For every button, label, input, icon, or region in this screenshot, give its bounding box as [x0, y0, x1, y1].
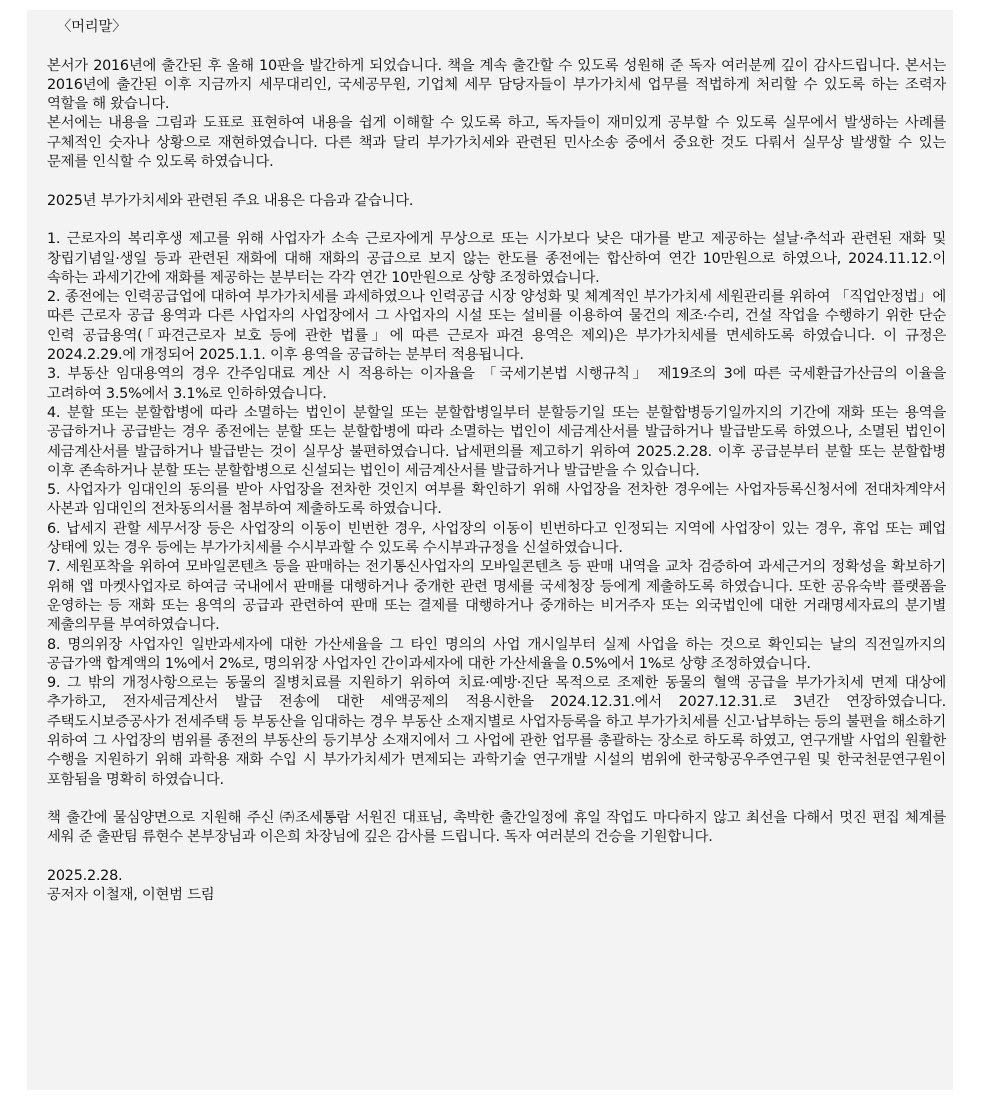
revision-item-9: 9. 그 밖의 개정사항으로는 동물의 질병치료를 지원하기 위하여 치료·예방·진단 목적으로 조제한 동물의 혈액 공급을 부가가치세 면제 대상에 추가하고, 전자세금계산서 발급 전송에 대한 세액공제의 적용시한을 2024.12.31.에서 2027.12.31.로 3년간 연장하였습니다. 주택도시보증공사가 전세주택 등 부동산을 임대하는 경우 부동산 소재지별로 사업자등록을 하고 부가가치세를 신고·납부하는 등의 불편을 해소하기 위하여 그 사업장의 범위를 종전의 부동산의 등기부상 소재지에서 그 사업에 관한 업무를 총괄하는 장소로 하도록 하였고, 연구개발 사업의 원활한 수행을 지원하기 위해 과학용 재화 수입 시 부가가치세가 면제되는 과학기술 연구개발 시설의 범위에 한국항공우주연구원 및 한국천문연구원이 포함됨을 명확히 하였습니다. [47, 675, 946, 788]
summary-intro: 2025년 부가가치세와 관련된 주요 내용은 다음과 같습니다. [47, 192, 414, 209]
author-signature: 공저자 이철재, 이현범 드림 [47, 887, 215, 904]
spacer [47, 848, 946, 867]
spacer [47, 37, 946, 56]
revision-item-4: 4. 분할 또는 분할합병에 따라 소멸하는 법인이 분할일 또는 분할합병일부터 분할등기일 또는 분할합병등기일까지의 기간에 재화 또는 용역을 공급하거나 공급받는 경우 종전에는 분할 또는 분할합병에 따라 소멸하는 법인이 세금계산서를 발급하거나 발급받도록 하였으나, 소멸된 법인이 세금계산서를 발급하거나 발급받는 것이 실무상 불편하였습니다. 납세편의를 제고하기 위하여 2025.2.28. 이후 공급분부터 분할 또는 분할합병 이후 존속하거나 분할 또는 분할합병으로 신설되는 법인이 세금계산서를 발급하거나 발급받을 수 있습니다. [47, 404, 946, 479]
revision-list [47, 230, 946, 790]
revision-item-2: 2. 종전에는 인력공급업에 대하여 부가가치세를 과세하였으나 인력공급 시장 양성화 및 체계적인 부가가치세 세원관리를 위하여 「직업안정법」에 따른 근로자 공급 용역과 다른 사업자의 사업장에서 그 사업자의 시설 또는 설비를 이용하여 물건의 제조·수리, 건설 작업을 수행하기 위한 단순 인력 공급용역(「파견근로자 보호 등에 관한 법률」에 따른 근로자 파견 용역은 제외)은 부가가치세를 면세하도록 하였습니다. 이 규정은 2024.2.29.에 개정되어 2025.1.1. 이후 용역을 공급하는 분부터 적용됩니다. [47, 289, 946, 364]
spacer [47, 211, 946, 230]
intro-paragraph-1: 본서가 2016년에 출간된 후 올해 10판을 발간하게 되었습니다. 책을 계속 출간할 수 있도록 성원해 준 독자 여러분께 깊이 감사드립니다. 본서는 2016년에 출간된 이후 지금까지 세무대리인, 국세공무원, 기업체 세무 담당자들이 부가가치세 업무를 적법하게 처리할 수 있도록 하는 조력자 역할을 해 왔습니다. [47, 57, 946, 113]
spacer [47, 172, 946, 191]
thanks-paragraph: 책 출간에 물심양면으로 지원해 주신 ㈜조세통람 서원진 대표님, 촉박한 출간일정에 휴일 작업도 마다하지 않고 최선을 다해서 멋진 편집 체계를 세워 준 출판팀 류현수 본부장님과 이은희 차장님에 깊은 감사를 드립니다. 독자 여러분의 건승을 기원합니다. [47, 810, 946, 846]
preface-page [27, 10, 953, 1090]
spacer [47, 790, 946, 809]
revision-item-8: 8. 명의위장 사업자인 일반과세자에 대한 가산세율을 그 타인 명의의 사업 개시일부터 실제 사업을 하는 것으로 확인되는 날의 직전일까지의 공급가액 합계액의 1%에서 2%로, 명의위장 사업자인 간이과세자에 대한 가산세율을 0.5%에서 1%로 상향 조정하였습니다. [47, 636, 946, 672]
revision-item-6: 6. 납세지 관할 세무서장 등은 사업장의 이동이 빈번한 경우, 사업장의 이동이 빈번하다고 인정되는 지역에 사업장이 있는 경우, 휴업 또는 폐업 상태에 있는 경우 등에는 부가가치세를 수시부과할 수 있도록 수시부과규정을 신설하였습니다. [47, 520, 946, 557]
preface-date: 2025.2.28. [47, 868, 123, 885]
revision-item-5: 5. 사업자가 임대인의 동의를 받아 사업장을 전차한 것인지 여부를 확인하기 위해 사업장을 전차한 경우에는 사업자등록신청서에 전대차계약서 사본과 임대인의 전차동의서를 첨부하여 제출하도록 하였습니다. [47, 482, 946, 518]
revision-item-7: 7. 세원포착을 위하여 모바일콘텐츠 등을 판매하는 전기통신사업자의 모바일콘텐츠 등 판매 내역을 교차 검증하여 과세근거의 정확성을 확보하기 위해 앱 마켓사업자로 하여금 국내에서 판매를 대행하거나 중개한 관련 명세를 국세청장 등에게 제출하도록 하였습니다. 또한 공유숙박 플랫폼을 운영하는 등 재화 또는 용역의 공급과 관련하여 판매 또는 결제를 대행하거나 중개하는 비거주자 또는 외국법인에 대한 거래명세자료의 분기별 제출의무를 부여하였습니다. [47, 559, 946, 634]
revision-item-1: 1. 근로자의 복리후생 제고를 위해 사업자가 소속 근로자에게 무상으로 또는 시가보다 낮은 대가를 받고 제공하는 설날·추석과 관련된 재화 및 창립기념일·생일 등과 관련된 재화에 대해 재화의 공급으로 보지 않는 한도를 종전에는 합산하여 연간 10만원으로 하였으나, 2024.11.12.이 속하는 과세기간에 재화를 제공하는 분부터는 각각 연간 10만원으로 상향 조정하였습니다. [47, 231, 946, 286]
intro-paragraph-2: 본서에는 내용을 그림과 도표로 표현하여 내용을 쉽게 이해할 수 있도록 하고, 독자들이 재미있게 공부할 수 있도록 실무에서 발생하는 사례를 구체적인 숫자나 상황으로 재현하였습니다. 다른 책과 달리 부가가치세와 관련된 민사소송 중에서 중요한 것도 다뤄서 실무상 발생할 수 있는 문제를 인식할 수 있도록 하였습니다. [47, 115, 946, 171]
preface-heading: 〈머리말〉 [57, 19, 127, 35]
revision-item-3: 3. 부동산 임대용역의 경우 간주임대료 계산 시 적용하는 이자율을 「국세기본법 시행규칙」 제19조의 3에 따른 국세환급가산금의 이율을 고려하여 3.5%에서 3.1%로 인하하였습니다. [47, 366, 946, 402]
